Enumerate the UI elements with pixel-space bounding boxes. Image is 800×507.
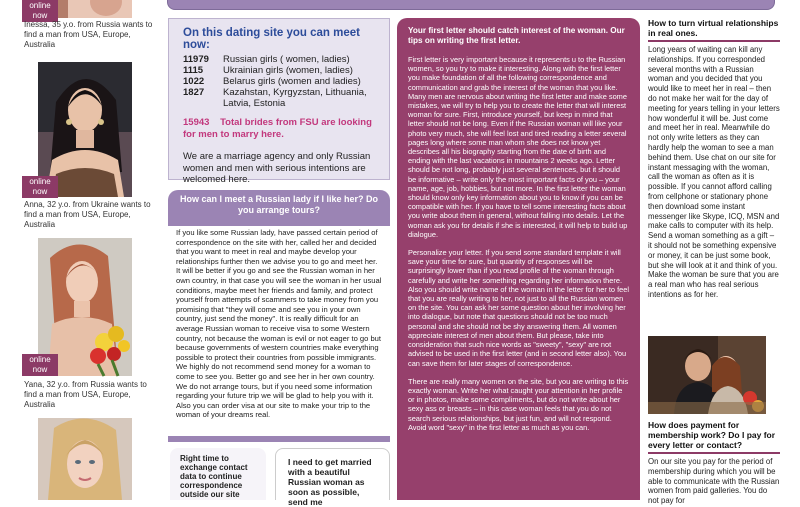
faq-divider <box>168 436 390 442</box>
agency-description: We are a marriage agency and only Russian women and men with serious intentions are welcomed here. <box>183 151 371 185</box>
stat-count: 1115 <box>183 65 204 76</box>
stat-count: 1022 <box>183 76 205 87</box>
payment-section <box>648 420 780 506</box>
letter-title: Your first letter should catch interest of the woman. Our tips on writing the first letter. <box>408 26 625 45</box>
stats-title: On this dating site you can meet now: <box>183 27 361 51</box>
stat-label: Kazahstan, Kyrgyzstan, Lithuania, Latvia, Estonia <box>223 87 367 109</box>
profile-caption[interactable]: Inessa, 35 y.o. from Russia wants to find a man from USA, Europe, Australia <box>24 20 153 49</box>
contact-exchange-link[interactable]: Right time to exchange contact data to continue correspondence outside our site <box>170 448 266 500</box>
stat-row-belarus[interactable] <box>183 76 375 87</box>
stat-count: 11979 <box>183 54 209 65</box>
total-label: Total brides from FSU are looking for men to marry here. <box>183 117 372 140</box>
faq-heading: How can I meet a Russian lady if I like her? Do you arrange tours? <box>168 190 390 226</box>
section-underline <box>648 452 780 454</box>
virtual-text: Long years of waiting can kill any relationships. If you corresponded several months with a Russian woman and you decided that you would like to meet her in real – then do not make her wait for the day of meeting for years telling in your letters how wonderful it will be. Just come and meet her in real. Meanwhile do not only write letters as they can hardly help the woman to see a man behind them. Use chat on our site for instant messaging with the woman, call the woman as often as it is possible. If you cannot afford calling from cellphone or stationary phone then download some instant messenger like Skype, ICQ, MSN and make calls to computer with its help. Send a woman something as a gift – it should not be something expensive or money, it can be just some book, but she will look at it and think of you. Make the woman be sure that you are a real man who has real serious intentions as for her. <box>648 45 780 299</box>
profile-caption[interactable]: Anna, 32 y.o. from Ukraine wants to find a man from USA, Europe, Australia <box>24 200 151 229</box>
top-banner-strip <box>167 0 775 10</box>
stat-row-other[interactable] <box>183 87 375 109</box>
stat-label: Ukrainian girls (women, ladies) <box>223 65 353 76</box>
stat-label: Russian girls ( women, ladies) <box>223 54 350 65</box>
couple-photo <box>648 336 766 414</box>
stat-count: 1827 <box>183 87 205 98</box>
letter-paragraph: Personalize your letter. If you send some standard template it will save your time for sure, but quantity of responses will be surprisingly lower than if you read profile of the woman through carefully and write her something regarding her information there. Also you should write name of the woman in the letter for her to feel that you are really writing to her, not just to all the Russian women on the site. You can ask her some question about her involving her into dialogue, but note that questions should not be too much personal and she should not be shy answering them. All women appreciate interest of men about them. But please, take into consideration that such nice words as "sweety", "sexy" are not advised to be used in the first letter (and in second letter also). You can save them for later stages of correspondence. <box>408 248 630 368</box>
section-underline <box>648 40 780 42</box>
stat-label: Belarus girls (women and ladies) <box>223 76 361 87</box>
marry-quickly-link[interactable]: I need to get married with a beautiful Russian woman as soon as possible, send me <box>275 448 390 500</box>
virtual-relationships-section <box>648 18 780 300</box>
payment-text: On our site you pay for the period of membership during which you will be able to communicate with the Russian women from paid galleries. You do not pay for <box>648 457 780 506</box>
total-count: 15943 <box>183 117 210 128</box>
site-stats-box <box>168 18 390 185</box>
online-now-badge: online now <box>22 176 58 198</box>
online-now-badge: online now <box>22 354 58 376</box>
letter-paragraph: There are really many women on the site, but you are writing to this exactly woman. Write her what caught your attention in her profile or in photos, make some compliments, but do not write about her sexy ass or breasts – in this case woman feels that you do not search serious relationships, but just fun, and will not respond. Avoid word "sexy" in the first letter as much as you can. <box>408 376 629 432</box>
stat-row-ukraine[interactable] <box>183 65 375 76</box>
faq-answer: If you like some Russian lady, have passed certain period of correspondence on the site with her, called her and decided that you want to meet in real and maybe develop your relationships further then we advise you to go and meet her. It will be better if you go and see the Russian woman in her own country, in that case you will see the woman in her usual conditions, maybe meet her friends and family, and protect yourself from attempts of scammers to take money from you promising that "they will come and see you in your own country, just send the money". It is really difficult for an average Russian woman to receive visa to some Western country, not because the woman is evil or not eager to go but because governments of western countries make everything possible to protect their countries from possible immigrants. We highly do not recommend send money for a woman to come to see you. Better go and see her in her own country. We do not arrange tours, but if you need some information regarding your future trip we will be glad to help you with it. Also you can order visa at our site to make your trip to the woman of your dreams real. <box>176 228 382 420</box>
stat-row-russia[interactable] <box>183 54 375 65</box>
first-letter-tips <box>397 18 640 500</box>
letter-paragraph: First letter is very important because it represents u to the Russian women, so you try to make it interesting. Along with the first letter you make foundation of all the following correspondence and communication and grab the interest of the woman that you like. Many men are nervous about writing the first letter and make some mistakes, we will try to help you to create the letter that will interest woman for sure. First, introduce yourself, but keep in mind that letter should not be long. Even if the Russian woman will like your photo very much, she will feel lost and tired reading a letter several pages long where some man whom she does not know yet describes all his biography starting from the date of birth and ending with the last vacations in mountains 2 weeks ago. Letter should be not long, probably just several sentences, but it should be informative – write only the most important facts of you – your name, age, job, hobbies, but not more. In the first letter the woman should know only key information about you to know if you can be compatible with her. If you have to tell some interesting facts about you write about them in general, without falling into details. Let the woman ask you for details if she is interested, it will help to build up dialogue. <box>408 55 628 239</box>
profile-photo[interactable] <box>38 418 132 500</box>
payment-title: How does payment for membership work? Do I pay for every letter or contact? <box>648 420 776 450</box>
profile-column <box>20 0 160 500</box>
virtual-title: How to turn virtual relationships in real ones. <box>648 18 779 38</box>
online-now-badge: online now <box>22 0 58 22</box>
total-brides <box>183 117 375 141</box>
profile-caption[interactable]: Yana, 32 y.o. from Russia wants to find a man from USA, Europe, Australia <box>24 380 147 409</box>
